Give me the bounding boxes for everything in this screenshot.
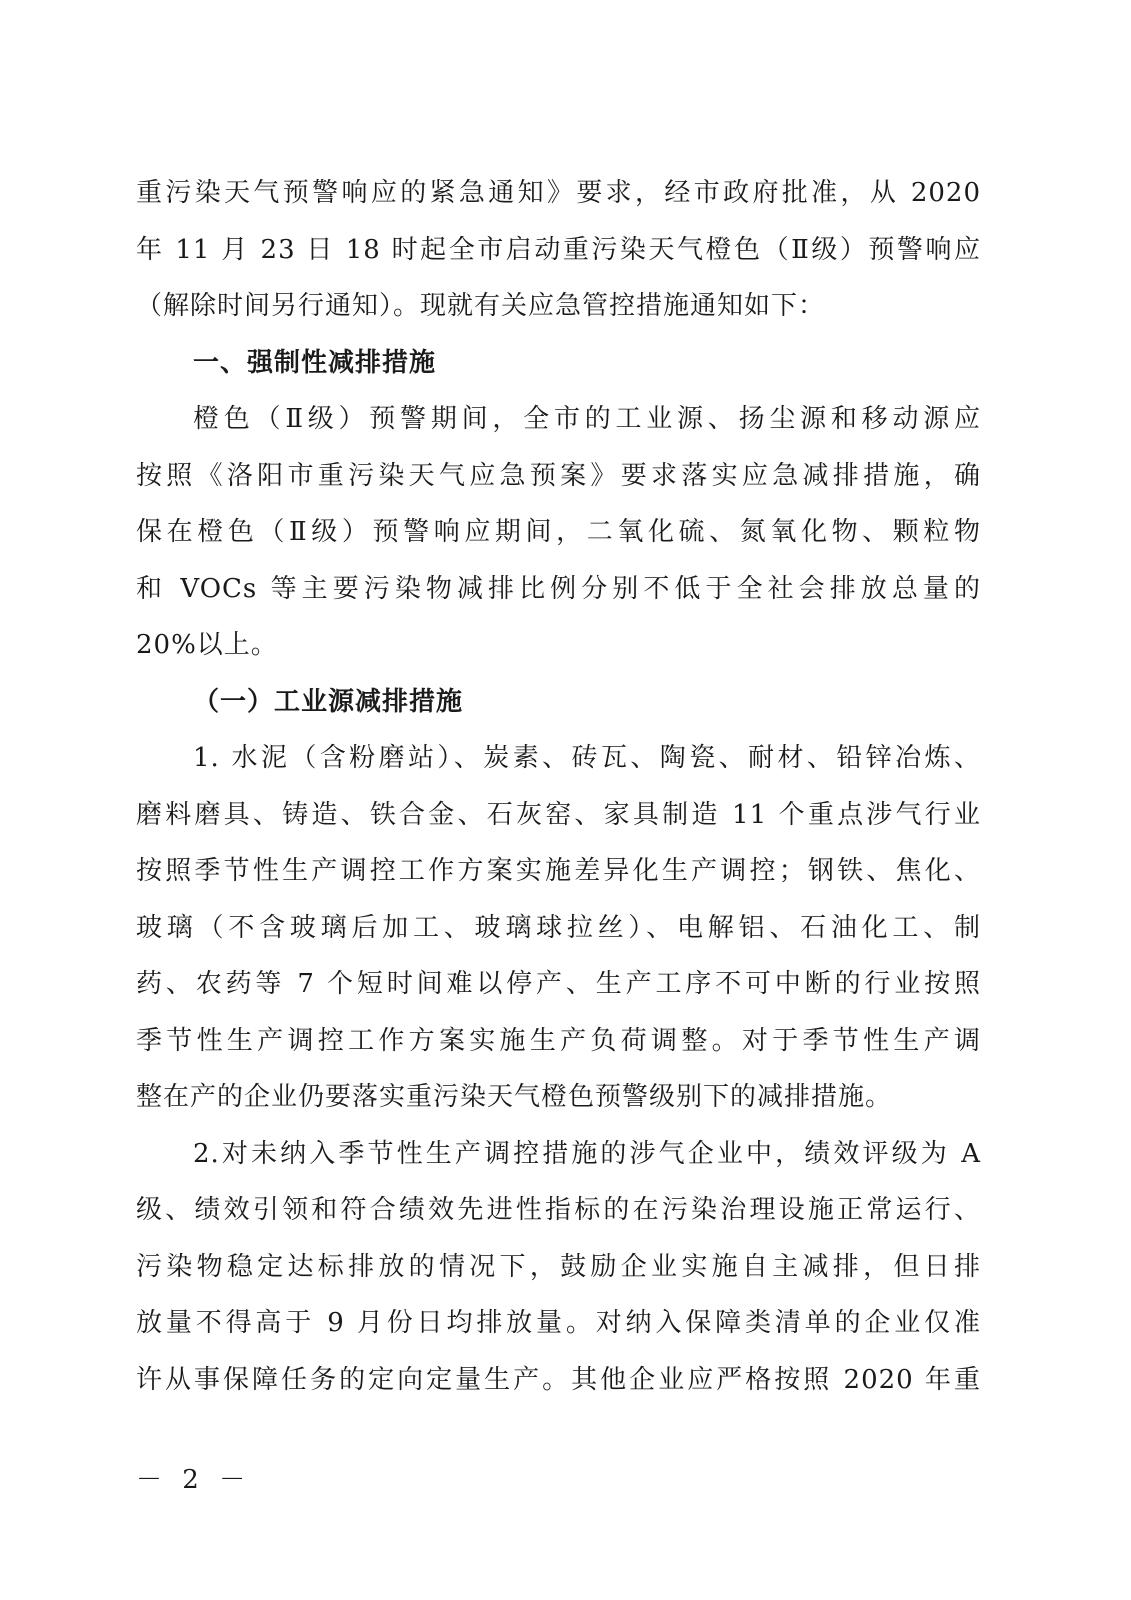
text-line: 放量不得高于 9 月份日均排放量。对纳入保障类清单的企业仅准 [136,1308,981,1338]
text-line: 按照《洛阳市重污染天气应急预案》要求落实应急减排措施，确 [136,460,981,491]
text-line: 整在产的企业仍要落实重污染天气橙色预警级别下的减排措施。 [136,1082,893,1112]
body-text [136,165,981,1408]
text-line: 2.对未纳入季节性生产调控措施的涉气企业中，绩效评级为 A [193,1138,981,1169]
text-line: 保在橙色（Ⅱ级）预警响应期间，二氧化硫、氮氧化物、颗粒物 [136,517,981,547]
text-line: 药、农药等 7 个短时间难以停产、生产工序不可中断的行业按照 [136,969,981,999]
text-line: 20%以上。 [136,630,278,660]
text-line: 级、绩效引领和符合绩效先进性指标的在污染治理设施正常运行、 [136,1195,981,1225]
text-line: 玻璃（不含玻璃后加工、玻璃球拉丝）、电解铝、石油化工、制 [136,912,981,943]
text-line: 1. 水泥（含粉磨站）、炭素、砖瓦、陶瓷、耐材、铅锌冶炼、 [193,743,981,773]
page-number: － 2 － [136,1465,252,1495]
text-line: （解除时间另行通知）。现就有关应急管控措施通知如下： [136,291,826,321]
subsection-heading: （一）工业源减排措施 [193,686,464,717]
text-line: 污染物稳定达标排放的情况下，鼓励企业实施自主减排，但日排 [136,1251,981,1282]
text-line: 磨料磨具、铸造、铁合金、石灰窑、家具制造 11 个重点涉气行业 [136,799,981,830]
text-line: 橙色（Ⅱ级）预警期间，全市的工业源、扬尘源和移动源应 [193,404,981,434]
text-line: 许从事保障任务的定向定量生产。其他企业应严格按照 2020 年重 [136,1364,981,1395]
text-line: 季节性生产调控工作方案实施生产负荷调整。对于季节性生产调 [136,1025,981,1056]
text-line: 按照季节性生产调控工作方案实施差异化生产调控；钢铁、焦化、 [136,856,981,886]
text-line: 重污染天气预警响应的紧急通知》要求，经市政府批准，从 2020 [136,178,981,208]
text-line: 年 11 月 23 日 18 时起全市启动重污染天气橙色（Ⅱ级）预警响应 [136,234,981,265]
text-line: 和 VOCs 等主要污染物减排比例分别不低于全社会排放总量的 [136,573,981,604]
section-heading: 一、强制性减排措施 [193,347,437,378]
